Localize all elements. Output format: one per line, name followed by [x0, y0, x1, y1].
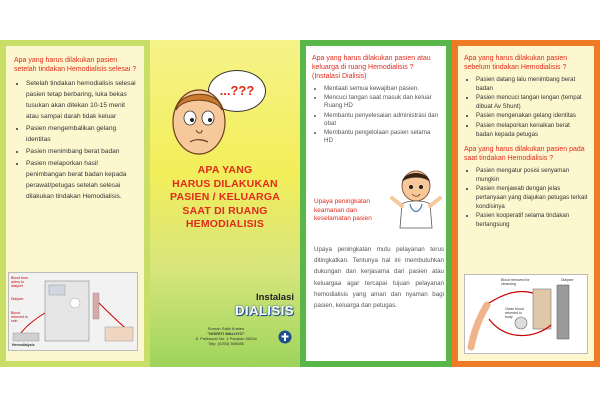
list-item: • Pasien mengatur posisi senyaman mungkin	[476, 167, 588, 184]
instalasi-block	[235, 292, 294, 318]
thought-bubble: ...???	[208, 70, 266, 112]
list-item: • Membantu pengelolaan pasien selama HD	[324, 129, 440, 145]
hemodialysis-diagram	[8, 272, 138, 351]
diagram-caption: Hemodialysis	[12, 343, 35, 347]
cover-title-line: SAAT DI RUANG	[182, 204, 268, 217]
panel3-heading: Apa yang harus dilakukan pasien atau keluarga di ruang Hemodialisis ? (Instalasi Dialisis)	[312, 55, 431, 80]
panel3-list	[312, 85, 440, 145]
list-item: • Pasien datang lalu menimbang berat badan	[476, 76, 588, 93]
list-item: • Pasien melaporkan kenaikan berat badan kepada petugas	[476, 122, 588, 139]
hospital-logo	[278, 330, 292, 344]
diagram-label: Clean blood returned to body	[505, 307, 524, 319]
diagram-label: Blood removed for cleansing	[501, 278, 530, 286]
instalasi-label: Instalasi	[255, 292, 294, 303]
list-item: • Pasien menjawab dengan jelas pertanyaan yang diajukan petugas terkait kondisinya	[476, 185, 588, 211]
cover-title-line: HEMODIALISIS	[185, 218, 265, 230]
safety-paragraph: Upaya peningkatan mutu pelayanan terus ditingkatkan. Tentunya hal ini membutuhkan dukungan dan kerjasama dari pasien atau keluargaa agar tercapai tujuan pelayanan hemodialisis yang aman dan nyaman bagi pasien, keluarga dan petugas.	[314, 246, 444, 310]
cover-title-line: HARUS DILAKUKAN	[172, 177, 278, 190]
list-item: • Pasien melaporkan hasil penimbangan berat badan kepada perawat/petugas setelah selesai dilakukan tindakan Hemodialisis.	[26, 158, 138, 202]
hospital-line: Rumah Sakit Kristen	[207, 326, 245, 331]
list-item: • Pasien kooperatif selama tindakan berlangsung	[476, 212, 588, 229]
confused-person-illustration	[164, 82, 234, 164]
diagram-label: Blood from artery to dialyzer	[11, 276, 28, 288]
panel1-list	[14, 78, 138, 202]
diagram-label: Blood returned to vein	[11, 311, 28, 323]
panel-after-hemodialysis	[0, 40, 150, 367]
panel4-list-before	[464, 76, 588, 139]
list-item: • Mencuci tangan saat masuk dan keluar Ruang HD	[324, 94, 440, 110]
list-item: • Setelah tindakan hemodialisis selesai pasien tetap berbaring, luka bekas tusukan akan ditekan 10-15 menit atau sampai darah tidak keluar	[26, 78, 138, 122]
hospital-line: Jl. Pahlawan No. 1 Parakan 56254	[195, 336, 257, 341]
hospital-line: "NGESTI WALUYO"	[207, 331, 245, 336]
list-item: • Pasien mengenakan gelang identitas	[476, 112, 588, 121]
panel4-heading-during: Apa yang harus dilakukan pasien pada saat tindakan Hemodialisis ?	[464, 146, 585, 163]
diagram-label: Dialyzer	[561, 278, 574, 282]
list-item: • Pasien mengembalikan gelang identitas	[26, 123, 138, 145]
diagram-label: Dialyzer	[11, 297, 24, 301]
list-item: • Pasien menimbang berat badan	[26, 146, 138, 157]
hospital-line: Telp. (0293) 596088	[208, 341, 244, 346]
cover-title-line: APA YANG	[197, 164, 253, 176]
hospital-info	[176, 326, 276, 346]
cover-title	[150, 164, 300, 232]
cover-title-line: PASIEN / KELUARGA	[170, 191, 280, 203]
panel1-heading: Apa yang harus dilakukan pasien setelah tindakan Hemodialisis selesai ?	[14, 57, 137, 73]
list-item: • Pasien mencuci tangan lengan (tempat dibuat Av Shunt)	[476, 94, 588, 111]
panel4-heading-before: Apa yang harus dilakukan pasien sebelum tindakan Hemodialisis ?	[464, 55, 568, 71]
dialisis-label: DIALISIS	[235, 303, 294, 318]
dialyzer-diagram	[464, 274, 588, 354]
panel-in-room	[300, 40, 452, 367]
list-item: • Mentaati semua kewajiban pasien.	[324, 85, 440, 93]
panel-cover	[150, 40, 300, 367]
doctor-illustration	[388, 168, 444, 232]
safety-heading: Upaya peningkatan keamanan dan keselamatan pasien	[314, 198, 372, 222]
panel4-list-during	[464, 167, 588, 229]
list-item: • Membantu penyelesaian administrasi dan obat	[324, 112, 440, 128]
panel-before-during	[452, 40, 600, 367]
